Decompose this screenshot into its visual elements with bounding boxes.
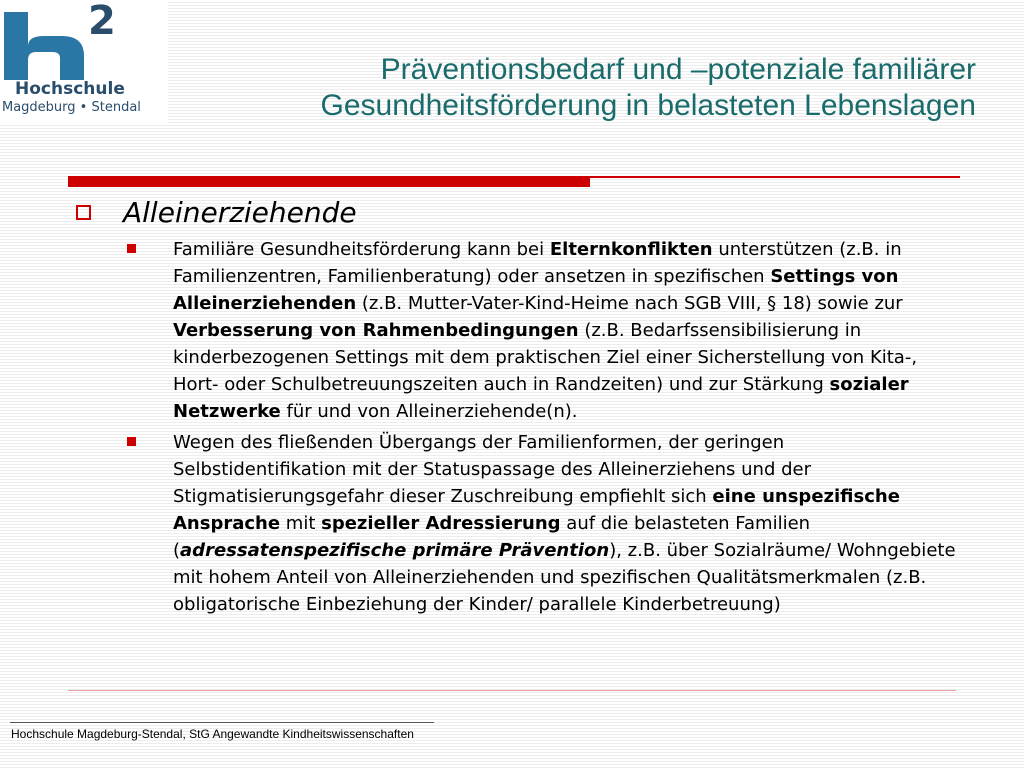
bullet-emphasis: spezieller Adressierung bbox=[321, 513, 561, 534]
university-logo bbox=[0, 0, 168, 124]
bullet-emphasis: Elternkonflikten bbox=[549, 239, 713, 260]
logo-exponent: 2 bbox=[88, 0, 116, 44]
bullet-emphasis: sozialer Netzwerke bbox=[173, 374, 909, 422]
logo-cities: Magdeburg • Stendal bbox=[2, 100, 141, 115]
slide-title bbox=[216, 52, 976, 124]
slide-title-line-1: Präventionsbedarf und –potenziale familiärer bbox=[380, 53, 976, 86]
bullet-run: Familiäre Gesundheitsförderung kann bei bbox=[173, 239, 550, 260]
bullet-run: (z.B. Bedarfssensibilisierung in kinderbezogenen Settings mit dem praktischen Ziel einer Sicherstellung von Kita-, Hort- oder Schulbetreuungszeiten auch in Randzeiten) und zur Stärkung bbox=[173, 320, 918, 395]
square-bullet-icon bbox=[127, 437, 136, 446]
bullet-run: (z.B. Mutter-Vater-Kind-Heime nach SGB VIII, § 18) sowie zur bbox=[356, 293, 903, 314]
footer-rule bbox=[10, 722, 434, 723]
square-bullet-icon bbox=[127, 244, 136, 253]
bullet-run: auf die belasteten Familien ( bbox=[173, 513, 811, 561]
section-heading bbox=[70, 192, 357, 232]
logo-h-arch bbox=[28, 36, 84, 80]
hollow-square-bullet-icon bbox=[76, 205, 91, 220]
bullet-run: Wegen des fließenden Übergangs der Familienformen, der geringen Selbstidentifikation mit der Statuspassage des Alleinerziehens und der Stigmatisierungsgefahr dieser Zuschreibung empfiehlt sich bbox=[173, 432, 812, 507]
title-divider-line bbox=[590, 176, 960, 178]
title-divider-bar bbox=[68, 176, 590, 187]
bullet-text bbox=[173, 239, 917, 422]
bullet-item bbox=[126, 236, 956, 425]
bullet-run: ), z.B. über Sozialräume/ Wohngebiete mit hohem Anteil von Alleinerziehenden und spezifischen Qualitätsmerkmalen (z.B. obligatorische Einbeziehung der Kinder/ parallele Kinderbetreuung) bbox=[173, 540, 956, 615]
bullet-text bbox=[173, 432, 956, 615]
bullet-emphasis: Settings von Alleinerziehenden bbox=[173, 266, 899, 314]
bullet-run: für und von Alleinerziehende(n). bbox=[280, 401, 578, 422]
slide-title-line-2: Gesundheitsförderung in belasteten Lebenslagen bbox=[320, 89, 976, 122]
logo-h-stem bbox=[4, 12, 28, 80]
section-heading-text: Alleinerziehende bbox=[123, 195, 357, 229]
bullet-list bbox=[126, 236, 956, 622]
bullet-emphasis: Verbesserung von Rahmenbedingungen bbox=[173, 320, 579, 341]
bottom-divider bbox=[68, 690, 956, 691]
bullet-run: unterstützen (z.B. in Familienzentren, Familienberatung) oder ansetzen in spezifischen bbox=[173, 239, 902, 287]
bullet-emphasis: adressatenspezifische primäre Prävention bbox=[180, 540, 610, 561]
footer-text: Hochschule Magdeburg-Stendal, StG Angewandte Kindheitswissenschaften bbox=[11, 727, 414, 741]
bullet-emphasis: eine unspezifische Ansprache bbox=[173, 486, 900, 534]
bullet-run: mit bbox=[280, 513, 322, 534]
logo-name: Hochschule bbox=[15, 79, 125, 99]
bullet-item bbox=[126, 429, 956, 618]
